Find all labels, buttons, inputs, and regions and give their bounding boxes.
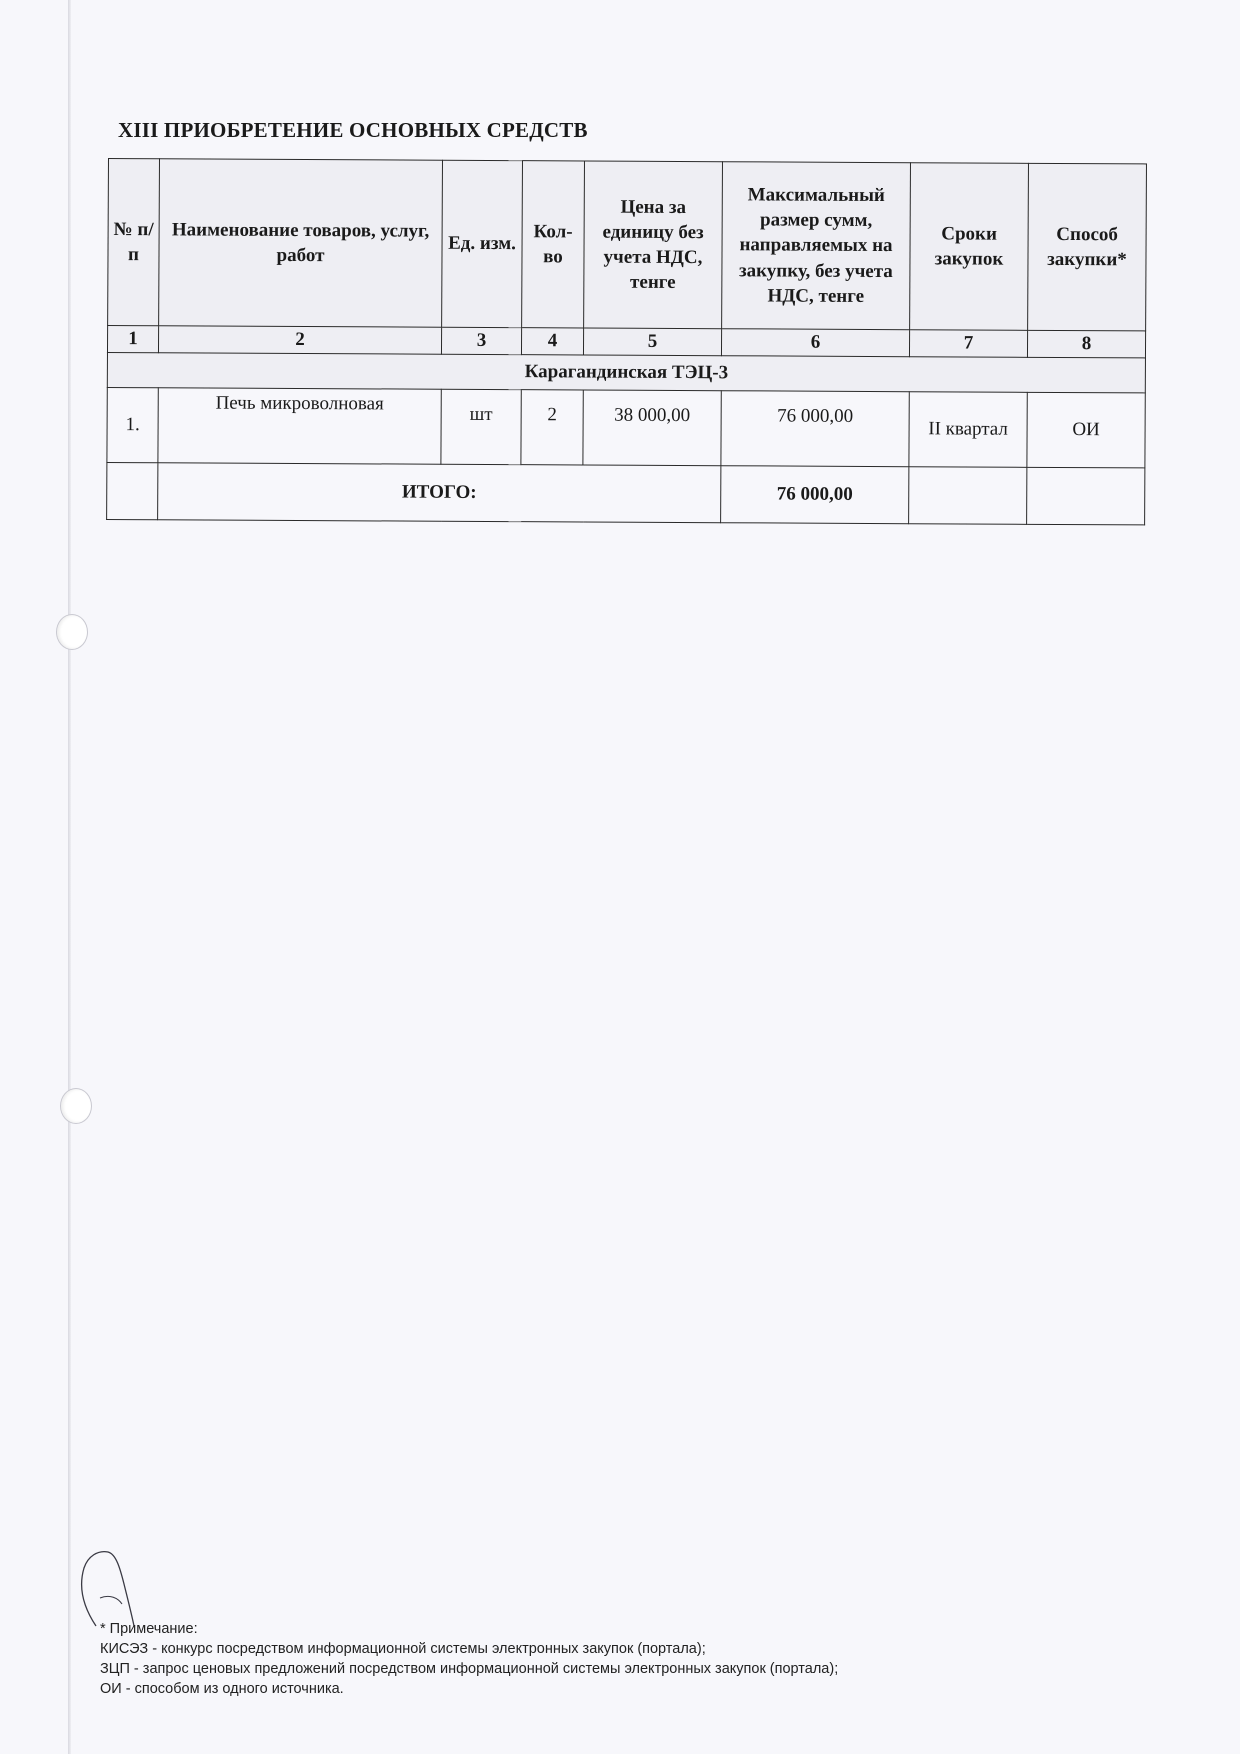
column-number: 5 [583,328,721,356]
header-cell: Максимальный размер сумм, направляемых на закупку, без учета НДС, тенге [722,162,911,330]
column-number: 1 [107,326,158,353]
footnote [100,1619,838,1699]
procurement-table [106,158,1147,525]
column-number: 7 [909,330,1027,358]
footnote-line: ОИ - способом из одного источника. [100,1681,344,1697]
total-empty-cell [107,462,158,519]
header-cell: Способ закупки* [1028,163,1147,331]
column-number: 4 [521,328,583,355]
column-number: 3 [441,327,521,354]
total-empty-cell [1027,467,1145,525]
table-header-row [108,159,1147,331]
group-name: Карагандинская ТЭЦ-3 [107,352,1145,392]
column-number: 6 [721,329,909,357]
total-empty-cell [909,467,1027,525]
total-row [107,462,1145,524]
header-cell: Наименование товаров, услуг, работ [159,159,443,327]
item-name: Печь микроволновая [158,388,441,464]
handwritten-mark [76,1528,146,1628]
row-number: 1. [107,387,158,462]
section-title: XIII ПРИОБРЕТЕНИЕ ОСНОВНЫХ СРЕДСТВ [118,118,588,142]
table-row [107,387,1145,467]
header-cell: Сроки закупок [910,163,1029,331]
item-method: ОИ [1027,392,1145,468]
footnote-line: ЗЦП - запрос ценовых предложений посредством информационной системы электронных закупок (портала); [100,1661,839,1677]
group-row [107,352,1145,392]
punch-hole [60,1088,92,1124]
total-label: ИТОГО: [158,463,721,523]
page-binding-edge [68,0,71,1754]
item-period: II квартал [909,392,1027,468]
item-unit: шт [441,389,521,464]
header-cell: Ед. изм. [442,160,523,327]
header-cell: Цена за единицу без учета НДС, тенге [584,161,723,329]
column-number: 2 [158,326,441,354]
header-cell: Кол-во [522,161,585,328]
footnote-heading: * Примечание: [100,1621,198,1637]
item-max-amount: 76 000,00 [721,391,909,467]
punch-hole [56,614,88,650]
item-price: 38 000,00 [583,390,721,466]
header-cell: № п/п [108,159,160,326]
item-qty: 2 [521,390,583,465]
total-value: 76 000,00 [721,466,909,524]
column-number: 8 [1027,330,1145,358]
footnote-line: КИСЭЗ - конкурс посредством информационной системы электронных закупок (портала); [100,1641,706,1657]
